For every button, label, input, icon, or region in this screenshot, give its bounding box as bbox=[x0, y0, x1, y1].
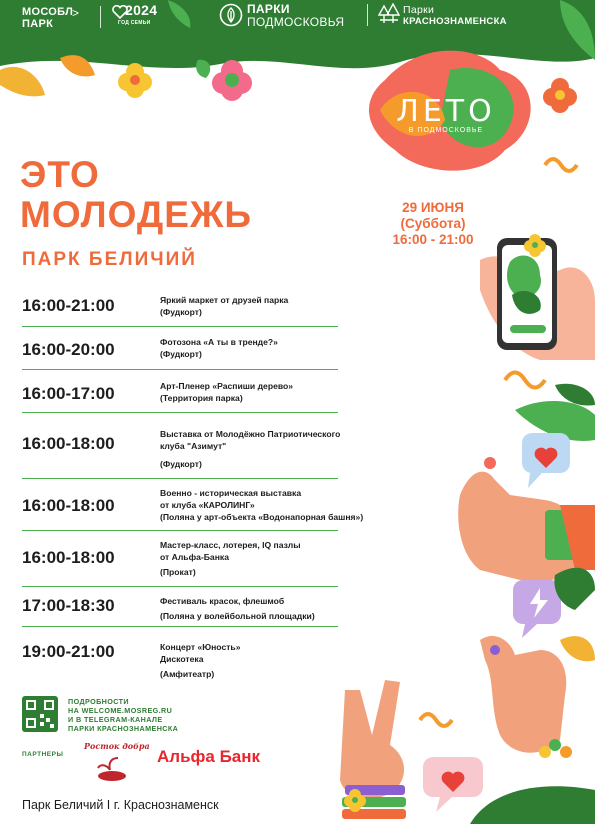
schedule-desc-2: Дискотека bbox=[160, 654, 204, 664]
schedule-location: (Территория парка) bbox=[160, 393, 243, 403]
qr-code[interactable] bbox=[22, 696, 58, 732]
schedule-location: (Поляна у волейбольной площадки) bbox=[160, 611, 315, 621]
parks-logo-line2: ПОДМОСКОВЬЯ bbox=[247, 15, 345, 29]
schedule-location: (Прокат) bbox=[160, 567, 196, 577]
schedule-desc: Яркий маркет от друзей парка bbox=[160, 295, 289, 305]
qr-caption bbox=[68, 697, 178, 733]
leto-badge bbox=[376, 94, 516, 134]
qr-caption-line[interactable]: НА WELCOME.MOSREG.RU bbox=[68, 706, 173, 715]
park-name: ПАРК БЕЛИЧИЙ bbox=[22, 249, 197, 270]
schedule-time: 16:00-18:00 bbox=[22, 548, 115, 567]
leto-subtitle: В ПОДМОСКОВЬЕ bbox=[408, 127, 484, 134]
partner-rostok-logo: Росток добра bbox=[84, 741, 150, 751]
schedule-row bbox=[22, 592, 338, 627]
leto-title: ЛЕТО bbox=[396, 94, 496, 129]
arrow-icon: > bbox=[72, 6, 80, 20]
schedule-location: (Поляна у арт-объекта «Водонапорная башня») bbox=[160, 512, 364, 522]
schedule-desc: Арт-Пленер «Распиши дерево» bbox=[160, 381, 294, 391]
schedule-desc-2: клуба "Азимут" bbox=[160, 441, 227, 451]
schedule-desc-2: от клуба «КАРОЛИНГ» bbox=[160, 500, 255, 510]
mosobl-logo-line1: МОСОБЛ bbox=[22, 6, 74, 18]
schedule-time: 17:00-18:30 bbox=[22, 596, 115, 615]
schedule-location: (Фудкорт) bbox=[160, 459, 202, 469]
krasno-logo-line2: КРАСНОЗНАМЕНСКА bbox=[403, 16, 507, 27]
mosobl-logo-line2: ПАРК bbox=[22, 18, 54, 30]
title-line1: ЭТО bbox=[20, 154, 100, 195]
schedule-time: 16:00-18:00 bbox=[22, 434, 115, 453]
date-time: 16:00 - 21:00 bbox=[392, 232, 474, 247]
date-day: 29 ИЮНЯ bbox=[402, 200, 464, 215]
schedule-row bbox=[22, 290, 338, 327]
year-label: 2024 bbox=[125, 2, 158, 18]
footer-address: Парк Беличий I г. Краснознаменск bbox=[22, 798, 219, 812]
schedule-row bbox=[22, 376, 338, 413]
qr-caption-line: ПАРКИ КРАСНОЗНАМЕНСКА bbox=[68, 724, 179, 733]
schedule-desc: Концерт «Юность» bbox=[160, 642, 241, 652]
date-weekday: (Суббота) bbox=[400, 216, 466, 231]
schedule-time: 16:00-17:00 bbox=[22, 384, 115, 403]
schedule-desc: Мастер-класс, лотерея, IQ пазлы bbox=[160, 540, 301, 550]
schedule-desc: Военно - историческая выставка bbox=[160, 488, 302, 498]
schedule-row bbox=[22, 536, 338, 587]
year-sub-label: ГОД СЕМЬИ bbox=[118, 20, 151, 26]
partner-alfa-logo: Альфа Банк bbox=[157, 747, 261, 766]
schedule-desc: Выставка от Молодёжно Патриотического bbox=[160, 429, 341, 439]
event-date bbox=[378, 200, 488, 248]
parks-logo-line1: ПАРКИ bbox=[247, 2, 290, 16]
partners-label: ПАРТНЕРЫ bbox=[22, 751, 64, 758]
schedule-desc: Фотозона «А ты в тренде?» bbox=[160, 337, 278, 347]
schedule-desc: Фестиваль красок, флешмоб bbox=[160, 596, 285, 606]
schedule-location: (Фудкорт) bbox=[160, 307, 202, 317]
krasno-logo-line1: Парки bbox=[403, 4, 435, 16]
qr-caption-line: ПОДРОБНОСТИ bbox=[68, 697, 129, 706]
schedule-row bbox=[22, 424, 341, 479]
schedule-row bbox=[22, 333, 338, 370]
schedule-row-last bbox=[22, 638, 338, 684]
schedule-location: (Фудкорт) bbox=[160, 349, 202, 359]
schedule-time: 19:00-21:00 bbox=[22, 642, 115, 661]
qr-caption-line: И В TELEGRAM-КАНАЛЕ bbox=[68, 715, 163, 724]
schedule-time: 16:00-18:00 bbox=[22, 496, 115, 515]
schedule-time: 16:00-20:00 bbox=[22, 340, 115, 359]
title-line2: МОЛОДЕЖЬ bbox=[20, 194, 253, 235]
schedule-row bbox=[22, 484, 364, 531]
schedule-desc-2: от Альфа-Банка bbox=[160, 552, 229, 562]
schedule-location: (Амфитеатр) bbox=[160, 669, 215, 679]
schedule-time: 16:00-21:00 bbox=[22, 296, 115, 315]
